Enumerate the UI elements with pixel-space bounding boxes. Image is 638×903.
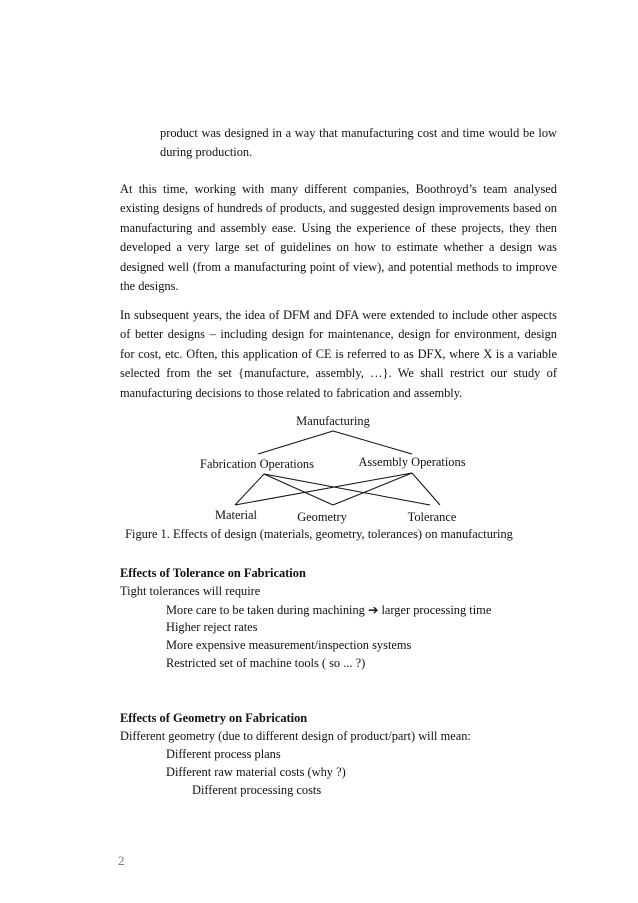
edge-fabrication-tolerance [264, 474, 430, 505]
node-assembly-operations: Assembly Operations [358, 455, 466, 469]
paragraph-continuation: product was designed in a way that manufacturing cost and time would be low during production. [160, 126, 557, 160]
list-item: Restricted set of machine tools ( so ... ?) [166, 656, 366, 670]
geometry-intro: Different geometry (due to different design of product/part) will mean: [120, 729, 471, 743]
heading-tolerance: Effects of Tolerance on Fabrication [120, 566, 306, 580]
list-item: More expensive measurement/inspection systems [166, 638, 412, 652]
paragraph-boothroyd: At this time, working with many different companies, Boothroyd’s team analysed existing designs of hundreds of products, and suggested design improvements based on manufacturing and assembly ease. Using the experience of these projects, they then developed a very large set of guidelines on how to estimate whether a design was designed well (from a manufacturing point of view), and potential methods to improve the designs. [120, 182, 557, 294]
node-manufacturing: Manufacturing [296, 414, 370, 428]
list-item: Higher reject rates [166, 620, 258, 634]
list-item: More care to be taken during machining ➔ larger processing time [166, 603, 492, 617]
edge-manufacturing-assembly [333, 431, 412, 454]
tolerance-intro: Tight tolerances will require [120, 584, 261, 598]
node-tolerance: Tolerance [407, 510, 457, 524]
paragraph-dfx: In subsequent years, the idea of DFM and DFA were extended to include other aspects of better designs – including design for maintenance, design for environment, design for cost, etc. Often, this application of CE is referred to as DFX, where X is a variable selected from the set {manufacture, assembly, …}. We shall restrict our study of manufacturing decisions to those related to fabrication and assembly. [120, 308, 557, 400]
node-material: Material [215, 508, 257, 522]
list-item: Different processing costs [192, 783, 322, 797]
diagram-svg [0, 406, 638, 532]
figure-caption: Figure 1. Effects of design (materials, geometry, tolerances) on manufacturing [125, 527, 513, 541]
node-geometry: Geometry [297, 510, 347, 524]
list-item: Different raw material costs (why ?) [166, 765, 346, 779]
figure-diagram [0, 406, 638, 532]
edge-assembly-tolerance [412, 473, 440, 505]
edge-manufacturing-fabrication [258, 431, 333, 454]
list-item: Different process plans [166, 747, 281, 761]
node-fabrication-operations: Fabrication Operations [200, 457, 314, 471]
heading-geometry: Effects of Geometry on Fabrication [120, 711, 308, 725]
page-number: 2 [118, 853, 125, 868]
